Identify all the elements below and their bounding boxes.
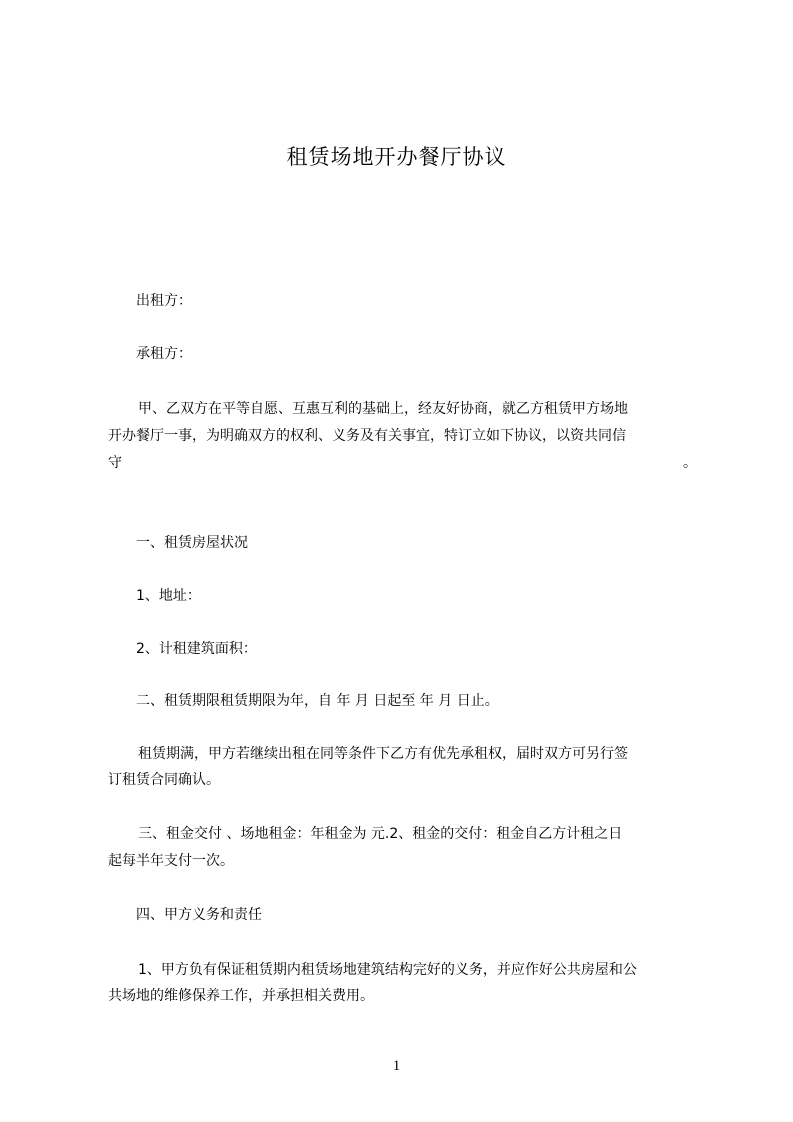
intro-line-2: 开办餐厅一事，为明确双方的权利、义务及有关事宜，特订立如下协议，以资共同信 xyxy=(108,428,626,444)
address-line: 1、地址： xyxy=(136,588,201,604)
duty-1-line-1: 1、甲方负有保证租赁期内租赁场地建筑结构完好的义务，并应作好公共房屋和公 xyxy=(138,962,637,978)
section-3-line-2: 起每半年支付一次。 xyxy=(108,853,234,869)
section-1-heading: 一、租赁房屋状况 xyxy=(136,535,248,551)
section-3-line-1: 三、租金交付 、场地租金：年租金为 元.2、租金的交付：租金自乙方计租之日 xyxy=(138,826,623,842)
lessee-line: 承租方： xyxy=(136,346,192,362)
section-2-line: 二、租赁期限租赁期限为年，自 年 月 日起至 年 月 日止。 xyxy=(136,693,499,709)
renewal-line-2: 订租赁合同确认。 xyxy=(108,772,220,788)
intro-line-1: 甲、乙双方在平等自愿、互惠互利的基础上，经友好协商，就乙方租赁甲方场地 xyxy=(138,401,628,417)
lessor-line: 出租方： xyxy=(136,293,192,309)
document-title: 租赁场地开办餐厅协议 xyxy=(286,145,507,169)
intro-period: 。 xyxy=(683,455,697,471)
duty-1-line-2: 共场地的维修保养工作，并承担相关费用。 xyxy=(108,988,374,1004)
area-line: 2、计租建筑面积： xyxy=(136,641,257,657)
renewal-line-1: 租赁期满，甲方若继续出租在同等条件下乙方有优先承租权，届时双方可另行签 xyxy=(138,746,628,762)
section-4-heading: 四、甲方义务和责任 xyxy=(136,907,262,923)
intro-line-3: 守 xyxy=(108,455,122,471)
page-number: 1 xyxy=(392,1058,401,1074)
